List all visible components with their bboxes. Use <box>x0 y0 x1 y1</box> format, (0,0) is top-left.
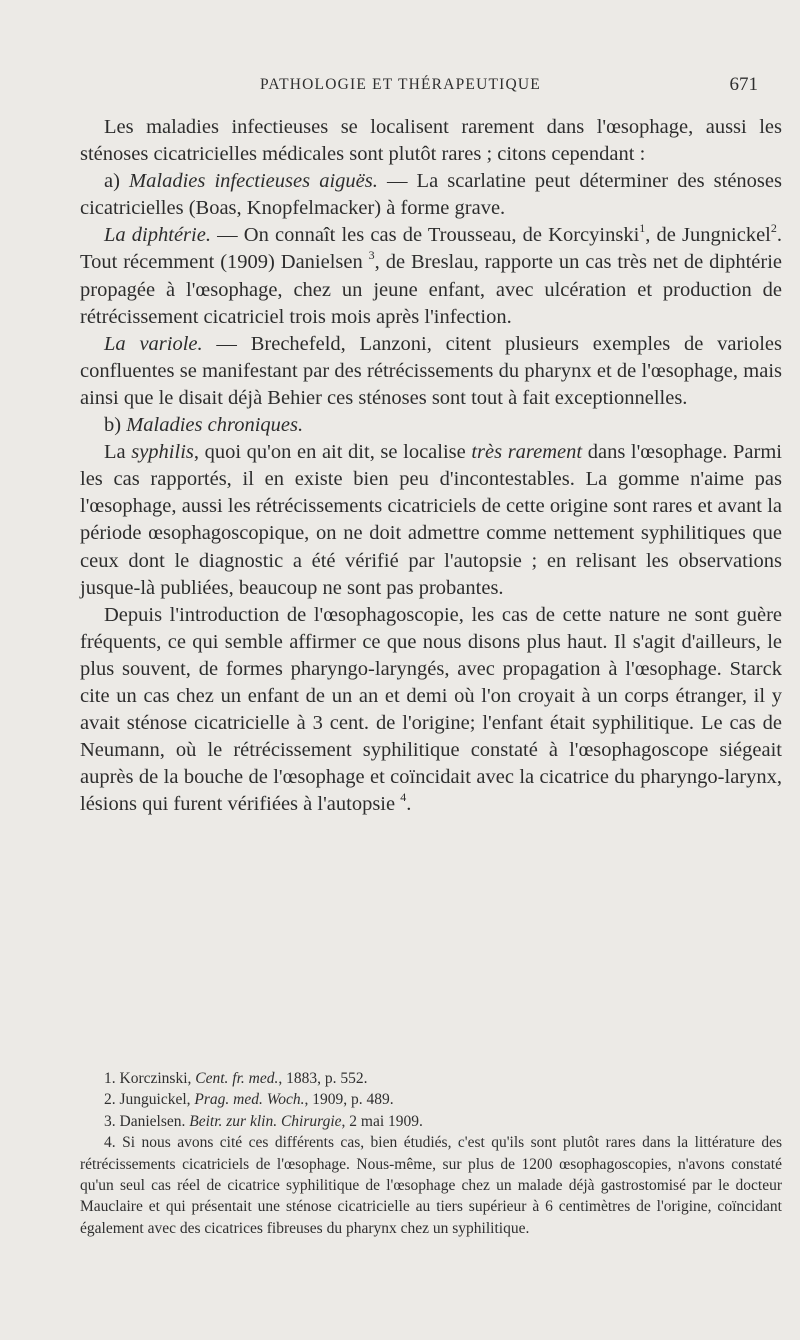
paragraph-intro <box>80 114 782 168</box>
footnote-1-journal: Cent. fr. med. <box>195 1070 279 1087</box>
paragraph-acute-text: — La scarlatine peut déterminer des sténoses cicatricielles (Boas, Knopfelmacker) à forme grave. <box>80 170 782 220</box>
diphtheria-text-d: , de Breslau, rapporte un cas très net de diphtérie propagée à l'œsophage, chez un jeune enfant, avec ulcération et production de rétrécissement cicatriciel trois mois après l'infection. <box>80 251 782 328</box>
paragraph-esophagoscopy <box>80 602 782 819</box>
footnote-3 <box>80 1111 782 1132</box>
paragraph-intro-text: Les maladies infectieuses se localisent rarement dans l'œsophage, aussi les sténoses cicatricielles médicales sont plutôt rares ; citons cependant : <box>80 116 782 166</box>
footnote-2-journal: Prag. med. Woch. <box>194 1091 305 1109</box>
syphilis-text-c: dans l'œsophage. Parmi les cas rapportés, il en existe bien peu d'incontestables. La gomme n'aime pas l'œsophage, aussi les rétrécissements cicatriciels de cette origine sont rares et avant la période œsophagoscopique, on ne doit admettre comme nettement syphilitiques que ceux dont le diagnostic a été vérifié par l'autopsie ; en relisant les observations jusque-là publiées, beaucoup ne sont pas probantes. <box>80 441 782 599</box>
footnote-3-journal: Beitr. zur klin. Chirurgie <box>189 1112 342 1130</box>
footnote-3-author: 3. Danielsen. <box>104 1112 190 1130</box>
syphilis-term: syphilis <box>131 441 194 464</box>
footnote-1-author: 1. Korczinski, <box>104 1070 196 1087</box>
section-label-a: a) <box>104 170 130 193</box>
page-number: 671 <box>729 74 758 95</box>
footnote-4: 4. Si nous avons cité ces différents cas, bien étudiés, c'est qu'ils sont plutôt rares dans la littérature des rétrécissements cicatriciels de l'œsophage. Nous-même, sur plus de 1200 œsophagoscopies, n'avons constaté qu'un seul cas réel de cicatrice syphilitique de l'œsophage chez un malade déjà gastrostomisé par le docteur Mauclaire et qui présentait une sténose cicatricielle au tiers supérieur à 6 centimètres de l'origine, coïncidant également avec des cicatrices fibreuses du pharynx chez un syphilitique. <box>80 1134 782 1237</box>
paragraph-syphilis <box>80 439 782 602</box>
diphtheria-text-a: — On connaît les cas de Trousseau, de Korcyinski <box>210 224 640 247</box>
diphtheria-text-b: , de Jungnickel <box>645 224 771 247</box>
footnote-ref-3: 3 <box>368 247 375 262</box>
footnotes <box>80 1068 782 1239</box>
syphilis-text-a: La <box>104 441 132 464</box>
esophagoscopy-text: Depuis l'introduction de l'œsophagoscopie, les cas de cette nature ne sont guère fréquents, ce qui semble affirmer ce que nous disons plus haut. Il s'agit d'ailleurs, le plus souvent, de formes pharyngo-laryngés, avec propagation à l'œsophage. Starck cite un cas chez un enfant de un an et demi où l'on croyait à un corps étranger, il y avait sténose cicatricielle à 3 cent. de l'origine; l'enfant était syphilitique. Le cas de Neumann, où le rétrécissement syphilitique constaté à l'œsophagoscope siégeait auprès de la bouche de l'œsophage et coïncidait avec la cicatrice du pharyngo-larynx, lésions qui furent vérifiées à l'autopsie <box>80 603 782 816</box>
footnote-2-author: 2. Junguickel, <box>104 1091 195 1109</box>
esophagoscopy-text-end: . <box>406 793 412 816</box>
smallpox-text: — Brechefeld, Lanzoni, citent plusieurs exemples de varioles confluentes se manifestant par des rétrécissements du pharynx et de l'œsophage, mais ainsi que le disait déjà Behier ces sténoses sont tout à fait exceptionnelles. <box>80 332 782 409</box>
paragraph-diphtheria <box>80 222 782 330</box>
footnote-ref-2: 2 <box>770 220 777 235</box>
paragraph-chronic-heading <box>80 412 782 439</box>
running-title: PATHOLOGIE ET THÉRAPEUTIQUE <box>260 76 541 93</box>
footnote-ref-4: 4 <box>400 789 407 804</box>
main-text <box>80 114 782 818</box>
footnote-2 <box>80 1089 782 1110</box>
subsection-title-smallpox: La variole. <box>104 332 203 355</box>
section-label-b: b) <box>104 414 127 437</box>
diphtheria-text-c: . Tout récemment (1909) Danielsen <box>80 224 782 274</box>
section-title-chronic: Maladies chroniques. <box>126 414 304 437</box>
syphilis-text-b: , quoi qu'on en ait dit, se localise <box>193 441 472 464</box>
syphilis-emphasis: très rarement <box>471 441 583 464</box>
footnote-1-ref: , 1883, p. 552. <box>278 1070 368 1087</box>
footnote-1 <box>80 1068 782 1089</box>
footnote-2-ref: , 1909, p. 489. <box>304 1091 394 1109</box>
paragraph-smallpox <box>80 331 782 412</box>
footnote-3-ref: , 2 mai 1909. <box>341 1112 423 1130</box>
page-header <box>80 76 780 100</box>
footnote-ref-1: 1 <box>639 220 646 235</box>
subsection-title-diphtheria: La diphtérie. <box>104 224 211 247</box>
section-title-acute: Maladies infectieuses aiguës. <box>129 170 378 193</box>
paragraph-acute-infections <box>80 168 782 222</box>
